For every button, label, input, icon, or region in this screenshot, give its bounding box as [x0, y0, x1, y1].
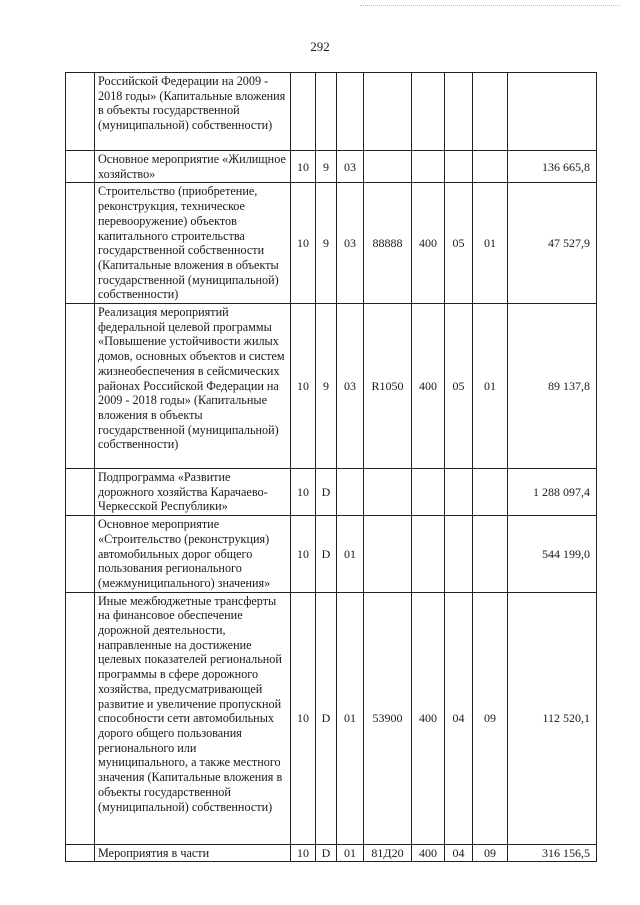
table-row [66, 73, 597, 151]
code-cell: R1050 [364, 304, 412, 469]
code-cell [337, 73, 364, 151]
scan-artifact [360, 5, 620, 7]
code-cell [316, 73, 337, 151]
row-name: Основное мероприятие «Жилищное хозяйство» [95, 151, 291, 183]
code-cell: 01 [337, 844, 364, 862]
code-cell [473, 516, 508, 593]
row-marker-cell [66, 73, 95, 151]
row-name: Иные межбюджетные трансферты на финансовое обеспечение дорожной деятельности, направленные на достижение целевых показателей региональной программы в сфере дорожного хозяйства, предусматривающей развитие и увеличение пропускной способности сети автомобильных дорого общего пользования регионального или муниципального, а также местного значения (Капитальные вложения в объекты государственной (муниципальной) собственности) [95, 592, 291, 844]
code-cell: D [316, 844, 337, 862]
code-cell: 81Д20 [364, 844, 412, 862]
code-cell: D [316, 592, 337, 844]
table-row [66, 516, 597, 593]
code-cell [412, 469, 445, 516]
amount-cell: 47 527,9 [508, 183, 597, 304]
row-name: Российской Федерации на 2009 - 2018 годы» (Капитальные вложения в объекты государственной (муниципальной) собственности) [95, 73, 291, 151]
code-cell: 10 [291, 469, 316, 516]
code-cell: 05 [445, 183, 473, 304]
code-cell [412, 151, 445, 183]
code-cell [364, 151, 412, 183]
table-row [66, 151, 597, 183]
code-cell: 03 [337, 151, 364, 183]
code-cell [445, 516, 473, 593]
code-cell: 53900 [364, 592, 412, 844]
code-cell: 10 [291, 183, 316, 304]
row-marker-cell [66, 304, 95, 469]
code-cell: D [316, 469, 337, 516]
table-row [66, 183, 597, 304]
amount-cell: 136 665,8 [508, 151, 597, 183]
code-cell: 400 [412, 183, 445, 304]
amount-cell: 544 199,0 [508, 516, 597, 593]
code-cell: 400 [412, 592, 445, 844]
code-cell: 9 [316, 183, 337, 304]
code-cell: 10 [291, 151, 316, 183]
code-cell [337, 469, 364, 516]
code-cell: 400 [412, 844, 445, 862]
code-cell [291, 73, 316, 151]
code-cell: 03 [337, 183, 364, 304]
code-cell: 09 [473, 592, 508, 844]
amount-cell: 1 288 097,4 [508, 469, 597, 516]
row-name: Мероприятия в части [95, 844, 291, 862]
table-row [66, 304, 597, 469]
row-name: Строительство (приобретение, реконструкция, техническое перевооружение) объектов капитального строительства государственной собственности (Капитальные вложения в объекты государственной (муниципальной) собственности) [95, 183, 291, 304]
code-cell: 01 [337, 592, 364, 844]
code-cell [473, 73, 508, 151]
row-marker-cell [66, 151, 95, 183]
code-cell [445, 151, 473, 183]
code-cell: 03 [337, 304, 364, 469]
code-cell: 04 [445, 592, 473, 844]
code-cell [364, 73, 412, 151]
code-cell: 01 [473, 183, 508, 304]
code-cell [364, 516, 412, 593]
table-row [66, 844, 597, 862]
code-cell: 10 [291, 592, 316, 844]
code-cell: 04 [445, 844, 473, 862]
page-number: 292 [310, 39, 330, 54]
code-cell [412, 516, 445, 593]
code-cell: 9 [316, 304, 337, 469]
code-cell [473, 151, 508, 183]
row-name: Подпрограмма «Развитие дорожного хозяйства Карачаево-Черкесской Республики» [95, 469, 291, 516]
code-cell: 05 [445, 304, 473, 469]
amount-cell: 112 520,1 [508, 592, 597, 844]
code-cell: 09 [473, 844, 508, 862]
code-cell [445, 469, 473, 516]
code-cell [412, 73, 445, 151]
budget-table [65, 72, 597, 862]
code-cell: 9 [316, 151, 337, 183]
code-cell [473, 469, 508, 516]
code-cell: 88888 [364, 183, 412, 304]
table-row [66, 469, 597, 516]
row-marker-cell [66, 592, 95, 844]
row-marker-cell [66, 469, 95, 516]
code-cell: 01 [473, 304, 508, 469]
code-cell: 10 [291, 304, 316, 469]
table-row [66, 592, 597, 844]
row-marker-cell [66, 183, 95, 304]
amount-cell: 316 156,5 [508, 844, 597, 862]
code-cell: 10 [291, 516, 316, 593]
code-cell [445, 73, 473, 151]
amount-cell [508, 73, 597, 151]
code-cell [364, 469, 412, 516]
code-cell: 10 [291, 844, 316, 862]
row-name: Реализация мероприятий федеральной целевой программы «Повышение устойчивости жилых домов, основных объектов и систем жизнеобеспечения в сейсмических районах Российской Федерации на 2009 - 2018 годы» (Капитальные вложения в объекты государственной (муниципальной) собственности) [95, 304, 291, 469]
amount-cell: 89 137,8 [508, 304, 597, 469]
code-cell: 400 [412, 304, 445, 469]
row-marker-cell [66, 516, 95, 593]
code-cell: 01 [337, 516, 364, 593]
code-cell: D [316, 516, 337, 593]
row-marker-cell [66, 844, 95, 862]
row-name: Основное мероприятие «Строительство (реконструкция) автомобильных дорог общего пользования регионального (межмуниципального) значения» [95, 516, 291, 593]
